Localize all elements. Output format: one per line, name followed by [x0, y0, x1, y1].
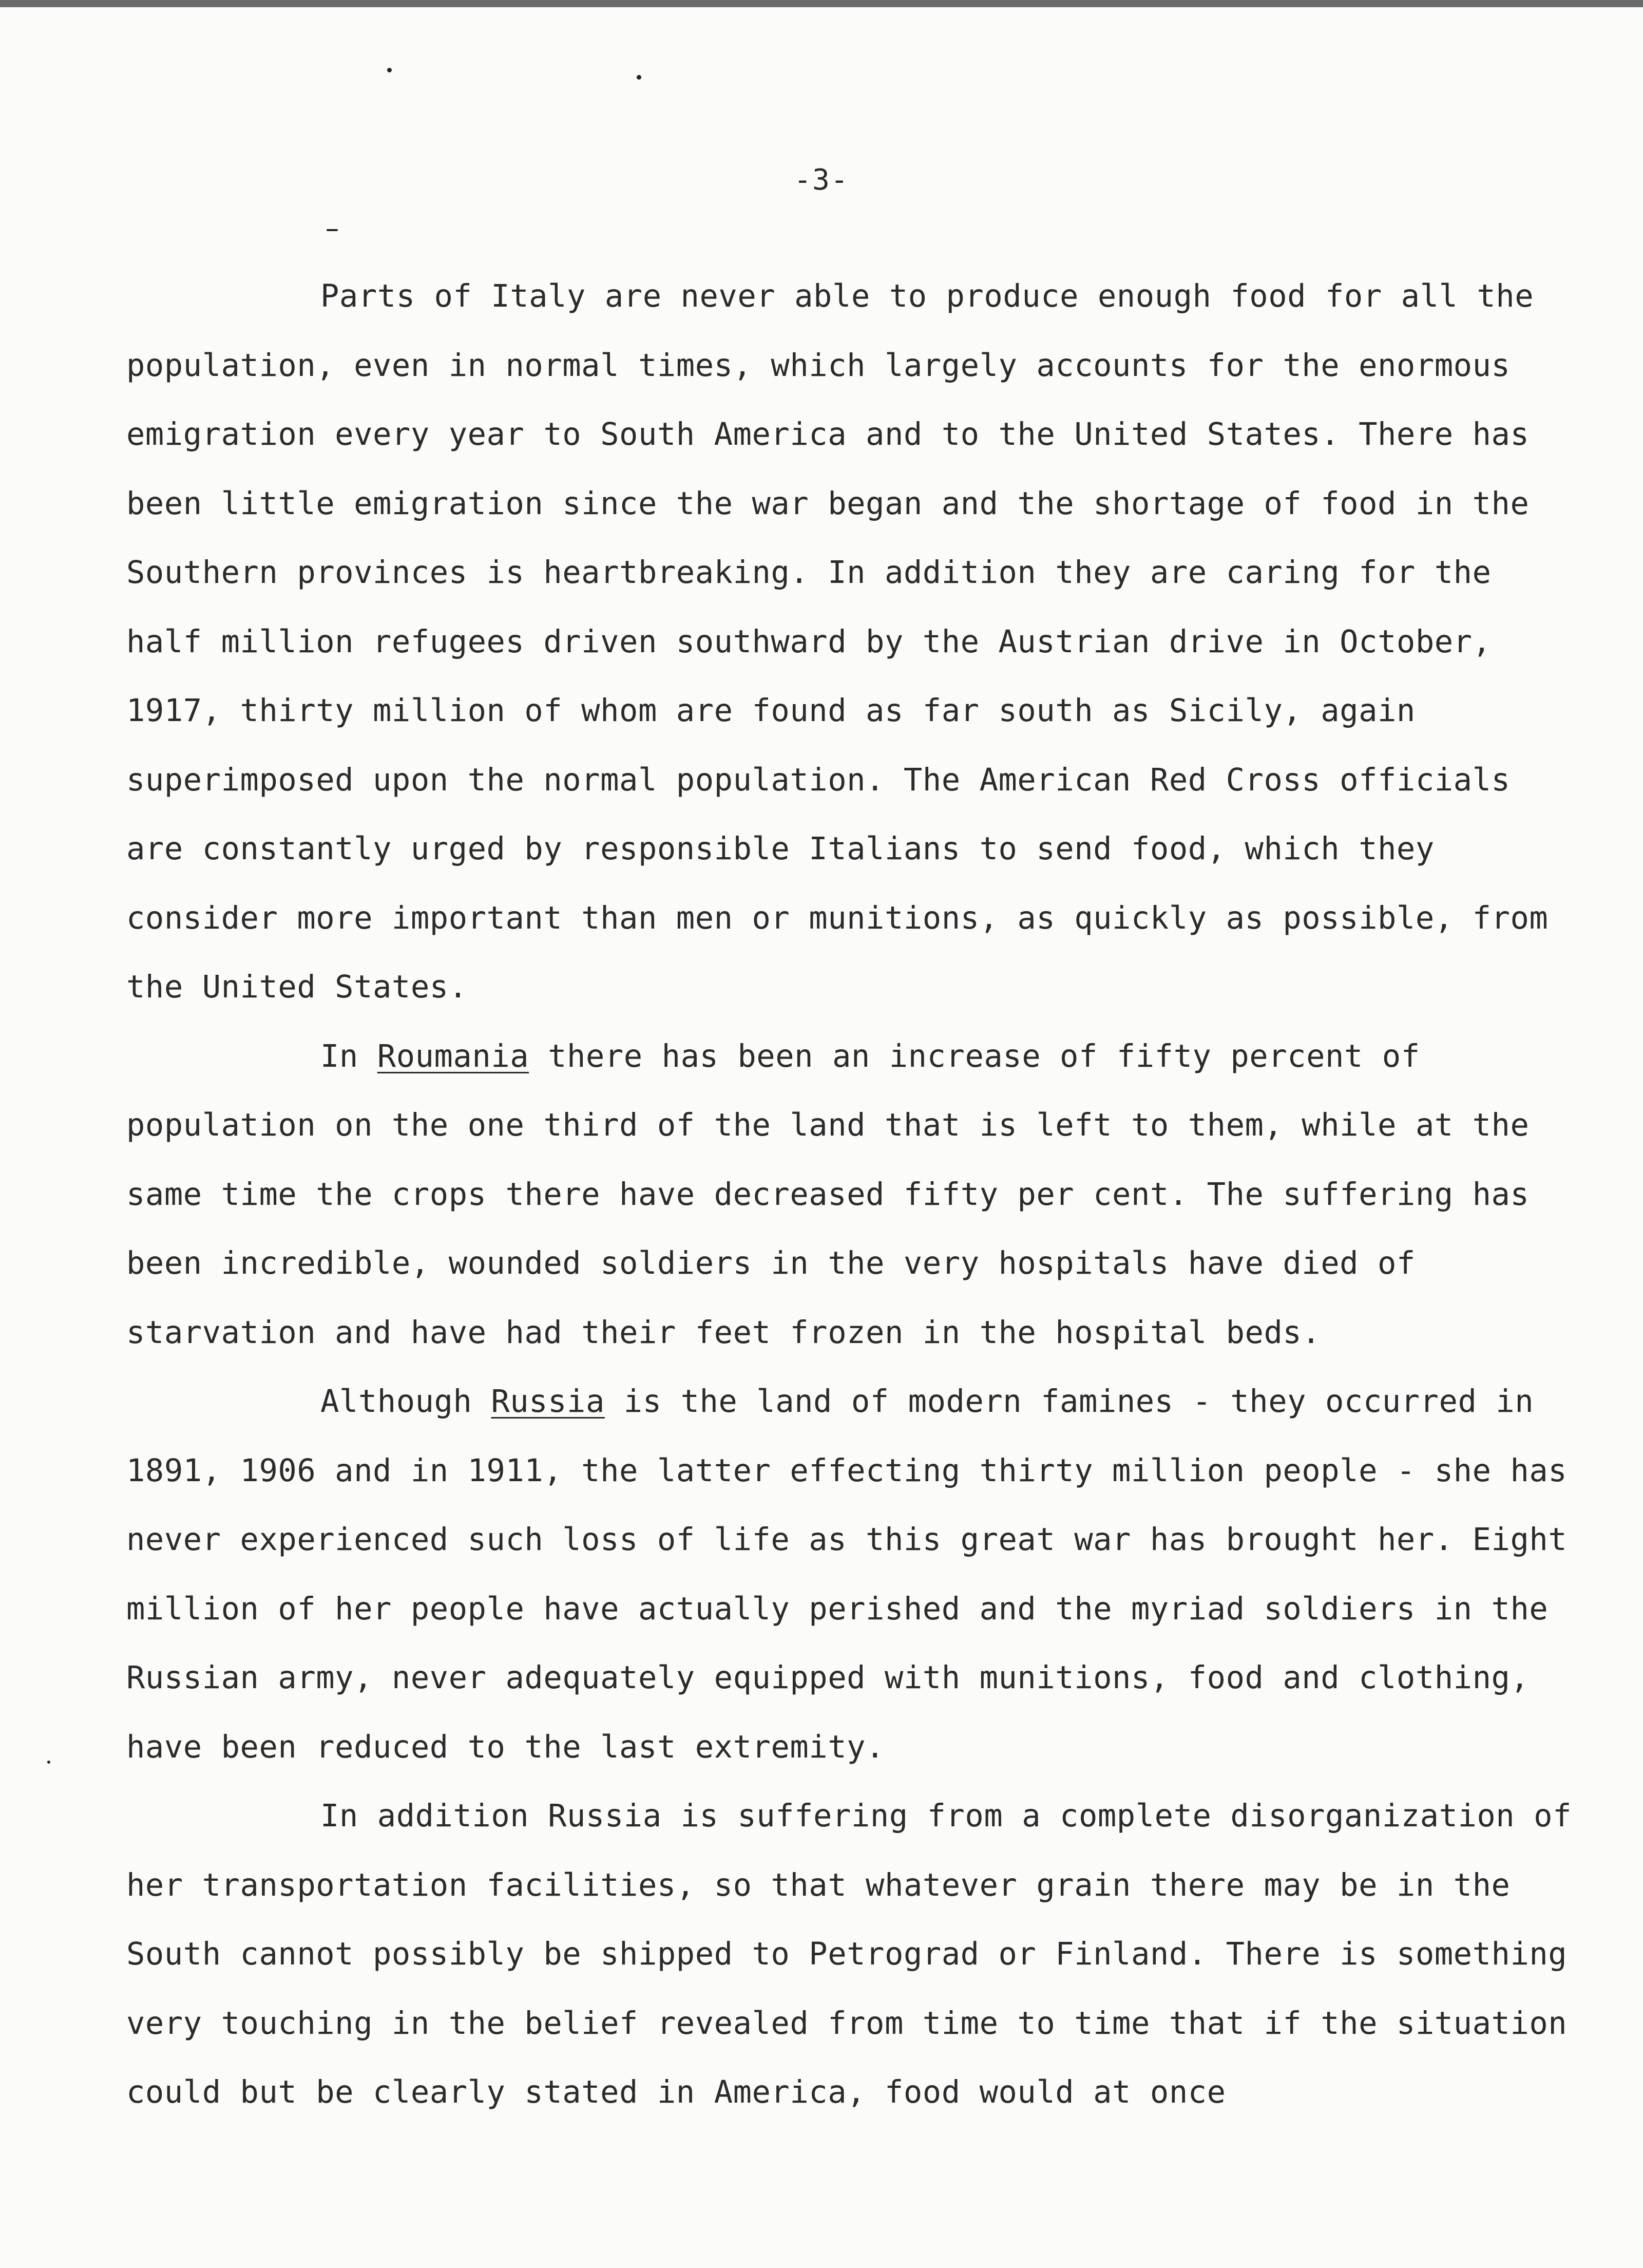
scan-speck: [637, 75, 641, 80]
paragraph-italy: Parts of Italy are never able to produce enough food for all the population, even in normal times, which largely accounts for the enormous emigration every year to South America and to the United States. There has been little emigration since the war began and the shortage of food in the Southern provinces is heartbreaking. In addition they are caring for the half million refugees driven southward by the Austrian drive in October, 1917, thirty million of whom are found as far south as Sicily, again superimposed upon the normal population. The American Red Cross officials are constantly urged by responsible Italians to send food, which they consider more important than men or munitions, as quickly as possible, from the United States.: [126, 278, 1549, 1005]
paragraph-roumania: [126, 1022, 1574, 1368]
paragraph-roumania-lead: In: [320, 1038, 377, 1074]
paragraph-russia-rest: is the land of modern famines - they occurred in 1891, 1906 and in 1911, the latter effecting thirty million people - she has never experienced such loss of life as this great war has brought her. Eight million of her people have actually perished and the myriad soldiers in the Russian army, never adequately equipped with munitions, food and clothing, have been reduced to the last extremity.: [126, 1384, 1568, 1765]
underlined-roumania: Roumania: [377, 1038, 529, 1074]
scan-top-edge: [0, 0, 1643, 7]
underlined-russia: Russia: [491, 1384, 605, 1420]
scan-speck: [327, 229, 338, 231]
paragraph-transportation: In addition Russia is suffering from a complete disorganization of her transportation facilities, so that whatever grain there may be in the South cannot possibly be shipped to Petrograd or Finland. There is something very touching in the belief revealed from time to time that if the situation could but be clearly stated in America, food would at once: [126, 1798, 1572, 2110]
scan-speck: [387, 68, 392, 72]
paragraph-russia-lead: Although: [320, 1384, 491, 1420]
scan-speck: [47, 1761, 50, 1764]
body-text: [126, 262, 1574, 2127]
paragraph-russia: [126, 1367, 1574, 1782]
paragraph-roumania-rest: there has been an increase of fifty percent of population on the one third of the land that is left to them, while at the same time the crops there have decreased fifty per cent. The suffering has been incredible, wounded soldiers in the very hospitals have died of starvation and have had their feet frozen in the hospital beds.: [126, 1038, 1530, 1351]
page-number: -3-: [794, 163, 849, 197]
